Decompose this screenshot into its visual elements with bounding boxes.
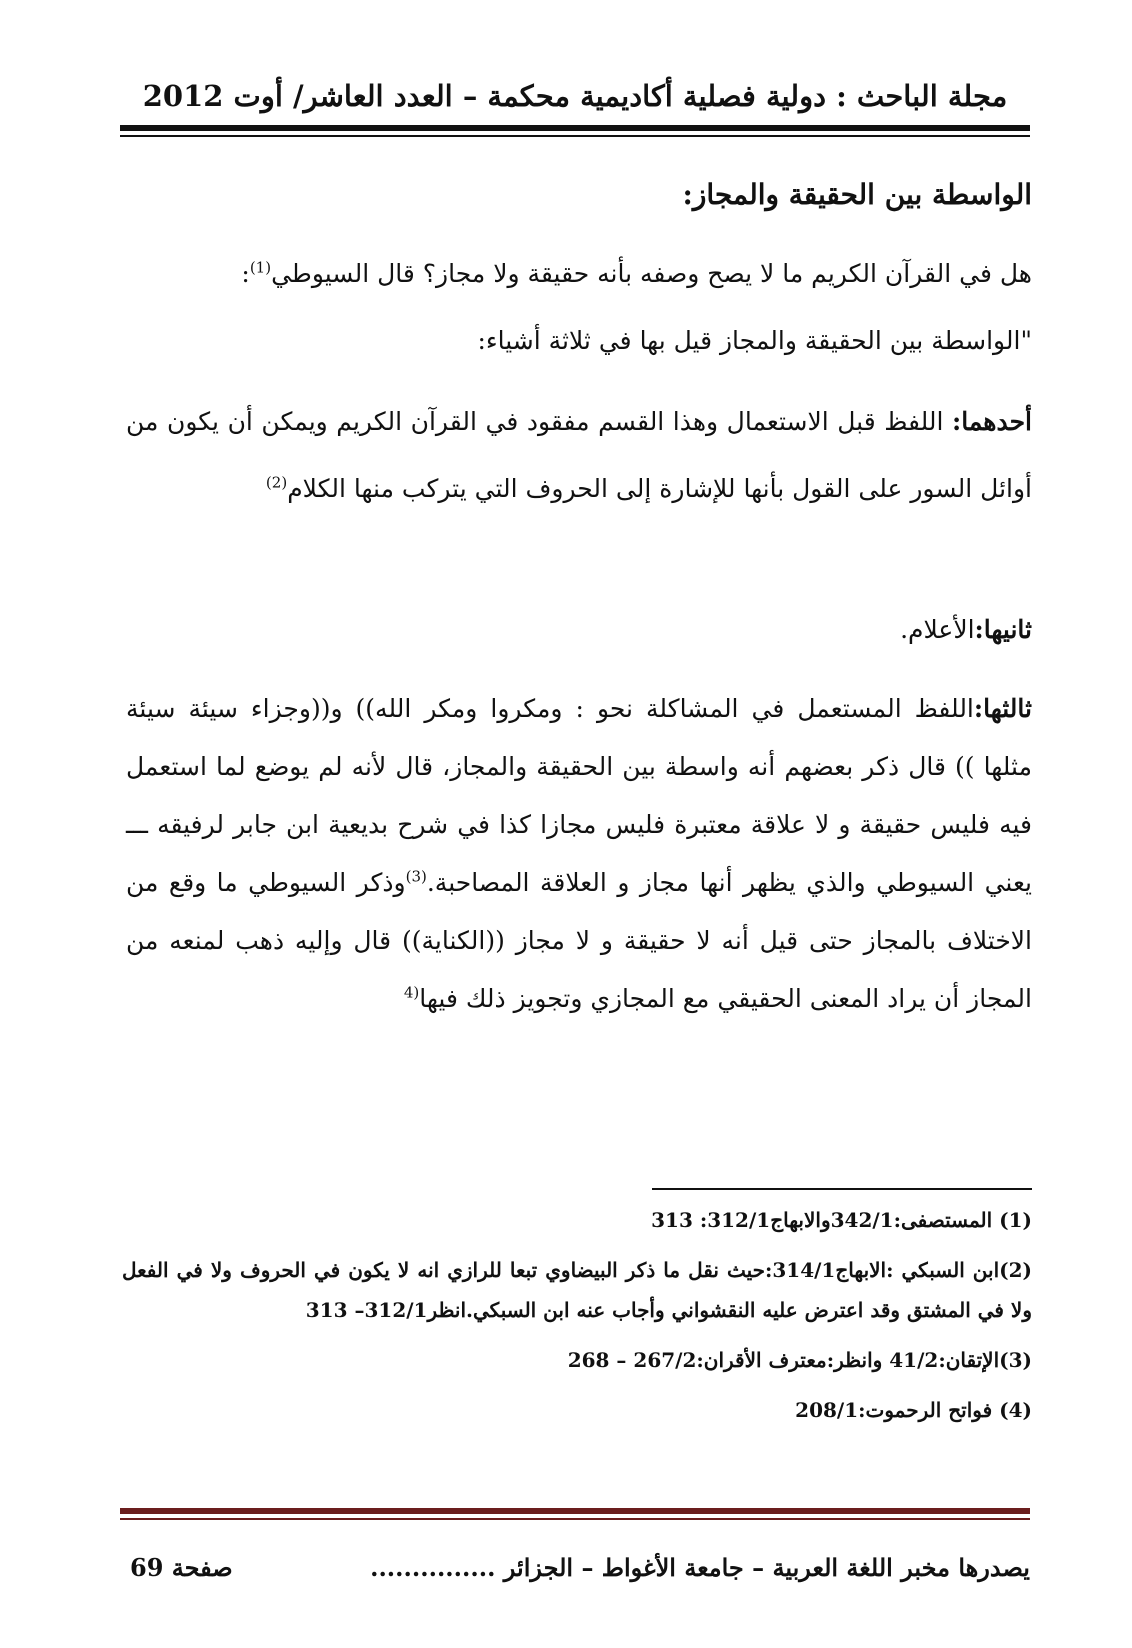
third-paragraph bbox=[126, 680, 1032, 1028]
third-label: ثالثها: bbox=[973, 694, 1032, 723]
section-heading: الواسطة بين الحقيقة والمجاز: bbox=[682, 178, 1032, 211]
intro-end: : bbox=[241, 259, 250, 288]
footnote-ref-4: (4 bbox=[403, 983, 420, 1002]
intro-text: هل في القرآن الكريم ما لا يصح وصفه بأنه حقيقة ولا مجاز؟ قال السيوطي bbox=[271, 259, 1032, 288]
third-text: اللفظ المستعمل في المشاكلة نحو : ومكروا ومكر الله)) و((وجزاء سيئة سيئة مثلها )) قال ذكر بعضهم أنه واسطة بين الحقيقة والمجاز، قال لأنه لم يوضع لما استعمل فيه فليس حقيقة و لا علاقة معتبرة فليس مجازا كذا في شرح بديعية ابن جابر لرفيقه ـــ يعني السيوطي والذي يظهر أنها مجاز و العلاقة المصاحبة. bbox=[126, 694, 1032, 897]
second-paragraph bbox=[126, 596, 1032, 663]
page-number: صفحة 69 bbox=[130, 1553, 233, 1582]
footer-rule-thick bbox=[120, 1508, 1030, 1514]
page-header: مجلة الباحث : دولية فصلية أكاديمية محكمة – العدد العاشر/ أوت 2012 bbox=[142, 79, 1008, 113]
first-paragraph bbox=[126, 388, 1032, 522]
footer-publisher: يصدرها مخبر اللغة العربية – جامعة الأغواط – الجزائر ............... bbox=[370, 1553, 1030, 1582]
footnote-ref-2: (2) bbox=[265, 473, 288, 492]
footnote-ref-3: (3) bbox=[405, 867, 427, 886]
footnote-3: (3)الإتقان:41/2 وانظر:معترف الأقران:267/2 – 268 bbox=[567, 1348, 1032, 1372]
first-label: أحدهما: bbox=[951, 407, 1032, 436]
footer-rule-thin bbox=[120, 1518, 1030, 1520]
first-text: اللفظ قبل الاستعمال وهذا القسم مفقود في القرآن الكريم ويمكن أن يكون من أوائل السور على القول بأنها للإشارة إلى الحروف التي يتركب منها الكلام bbox=[126, 407, 1032, 503]
second-text: الأعلام. bbox=[900, 615, 975, 644]
third-text-2: وذكر السيوطي ما وقع من الاختلاف بالمجاز حتى قيل أنه لا حقيقة و لا مجاز ((الكناية)) قال وإليه ذهب لمنعه من المجاز أن يراد المعنى الحقيقي مع المجازي وتجويز ذلك فيها bbox=[126, 868, 1032, 1013]
footnote-ref-1: (1) bbox=[249, 258, 272, 277]
footnotes bbox=[122, 1200, 1032, 1440]
intro-paragraph bbox=[126, 240, 1032, 374]
footnote-4: (4) فواتح الرحموت:208/1 bbox=[795, 1398, 1032, 1422]
header-rule-thick bbox=[120, 125, 1030, 131]
footnote-1: (1) المستصفى:342/1والابهاج312/1: 313 bbox=[651, 1208, 1032, 1232]
footnote-2: (2)ابن السبكي :الابهاج314/1:حيث نقل ما ذكر البيضاوي تبعا للرازي انه لا يكون في الحروف ولا في الفعل ولا في المشتق وقد اعترض عليه النقشواني وأجاب عنه ابن السبكي.انظر312/1– 313 bbox=[122, 1258, 1032, 1322]
second-label: ثانيها: bbox=[974, 615, 1032, 644]
page-footer bbox=[120, 1553, 1030, 1589]
quote-text: "الواسطة بين الحقيقة والمجاز قيل بها في ثلاثة أشياء: bbox=[477, 326, 1032, 355]
header-rule-thin bbox=[120, 135, 1030, 137]
footnote-separator bbox=[652, 1188, 1032, 1190]
